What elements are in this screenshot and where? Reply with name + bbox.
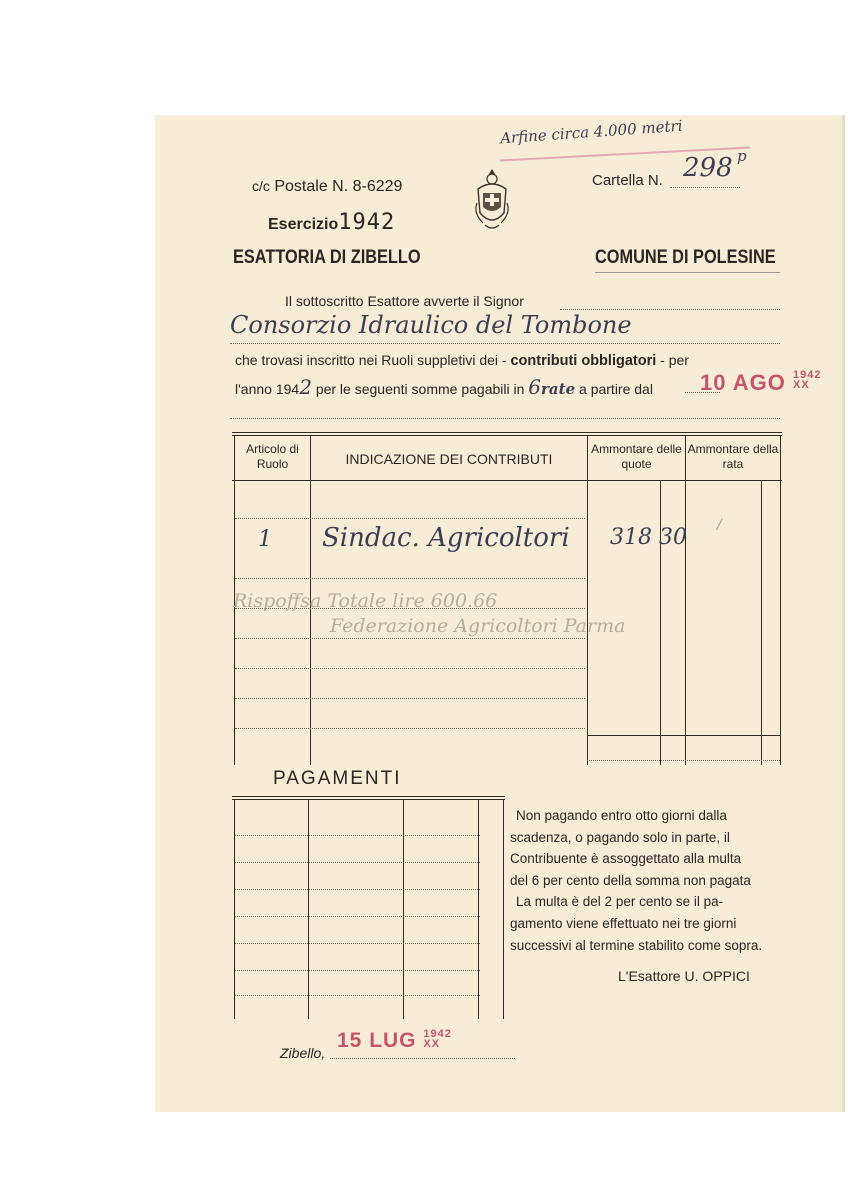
document-sheet [155, 115, 845, 1112]
col-header-articolo: Articolo di Ruolo [246, 442, 299, 471]
esattoria-title: ESATTORIA DI ZIBELLO [233, 247, 421, 268]
esattore-signature: L'Esattore U. OPPICI [618, 968, 750, 984]
faded-note-2: Federazione Agricoltori Parma [330, 615, 626, 637]
col-header-quote: Ammontare delle quote [591, 442, 682, 471]
body-line-3: l'anno 1942 per le seguenti somme pagabili in 6rate a partire dal [235, 375, 653, 399]
esercizio: Esercizio1942 [268, 210, 396, 235]
pagamenti-title: PAGAMENTI [273, 768, 402, 789]
col-header-contributi: INDICAZIONE DEI CONTRIBUTI [345, 451, 553, 467]
row-articolo: 1 [258, 527, 272, 552]
row-quota: 318 30 [610, 525, 687, 550]
col-header-rata: Ammontare della rata [687, 442, 779, 471]
coat-of-arms-icon [473, 167, 511, 233]
check-mark-icon: / [717, 517, 722, 533]
date-stamp-due: 10 AGO 1942 XX [700, 369, 822, 395]
footer-place: Zibello, [280, 1045, 326, 1061]
body-line-2: che trovasi inscritto nei Ruoli suppletivi dei - contributi obbligatori - per [235, 352, 689, 369]
intro-text: Il sottoscritto Esattore avverte il Signor [285, 293, 524, 309]
penalty-notice: Non pagando entro otto giorni dalla scadenza, o pagando solo in parte, il Contribuente è assoggettato alla multa del 6 per cento della somma non pagata La multa è del 2 per cento se il pa- gamento viene effettuato nei tre giorni successivi al termine stabilito come sopra. [510, 808, 763, 953]
date-stamp-issued: 15 LUG 1942 XX [337, 1028, 452, 1052]
comune-title: COMUNE DI POLESINE [595, 247, 776, 268]
recipient-name: Consorzio Idraulico del Tombone [230, 311, 632, 339]
cartella-suffix: p [737, 147, 747, 165]
handwritten-note: Arfine circa 4.000 metri [499, 116, 684, 148]
faded-note-1: Rispoffsa Totale lire 600.66 [233, 590, 498, 612]
row-contributo: Sindac. Agricoltori [322, 523, 570, 553]
cartella-number: 298 [683, 153, 733, 183]
cartella-label: Cartella N. [592, 172, 663, 189]
cc-postale: c/c Postale N. 8-6229 [252, 178, 403, 195]
